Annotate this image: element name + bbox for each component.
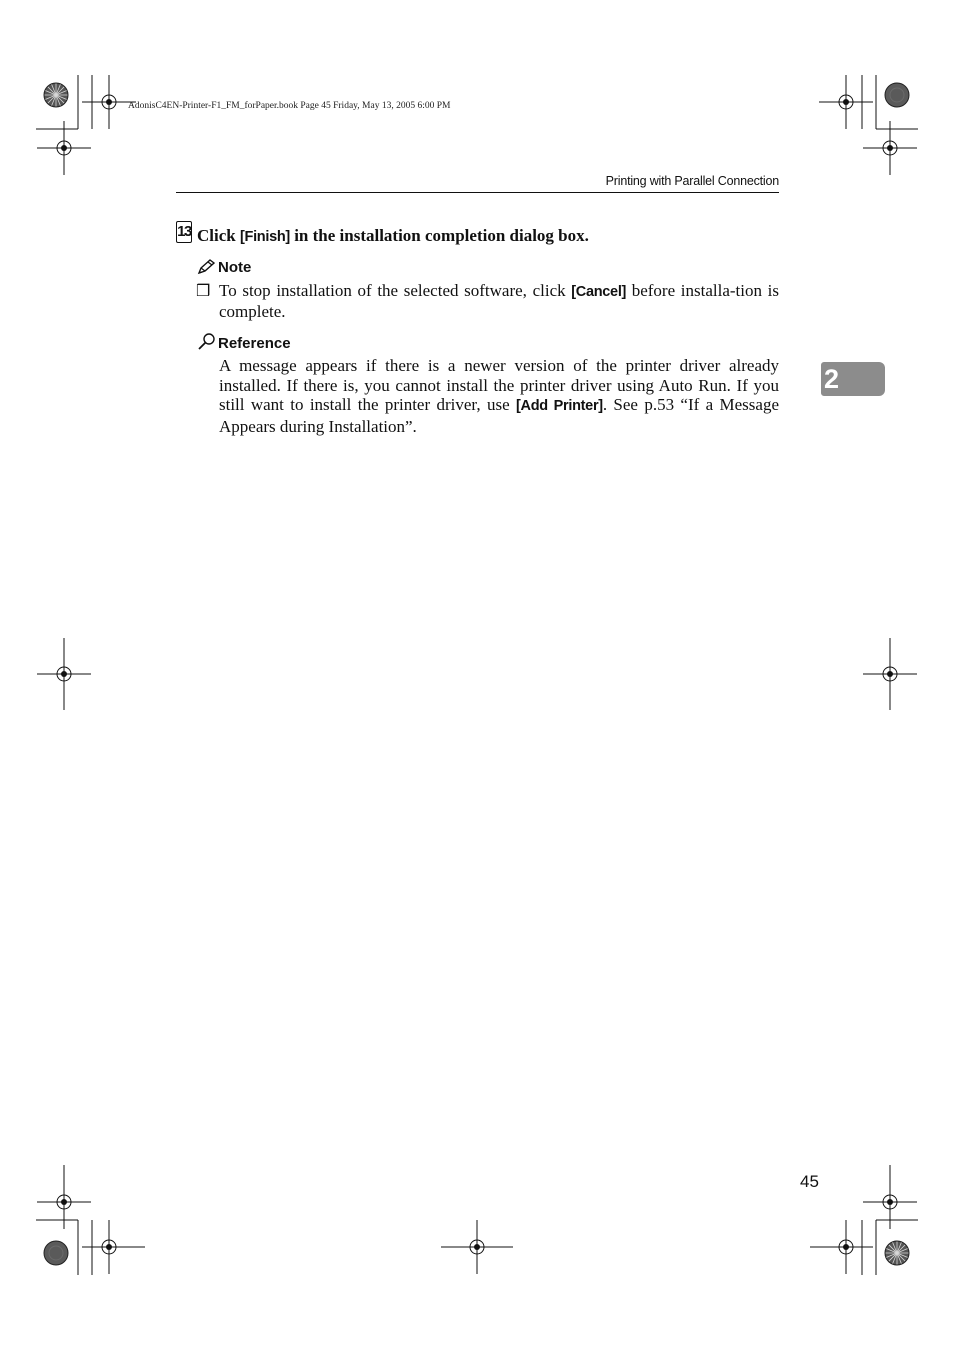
reference-text-after: . See p.53 “If a Message Appears during Installation”. xyxy=(219,395,779,436)
reference-text-before: A message appears if there is a newer version of the printer driver already installed. If there is, you cannot install the printer driver using Auto Run. If you still want to install the printer driver, use xyxy=(219,356,779,414)
color-registration-mark xyxy=(885,1241,909,1265)
note-text-after: before installa-tion is complete. xyxy=(219,281,779,321)
finish-key-label: [Finish] xyxy=(239,229,290,245)
step-number-badge: 13 xyxy=(176,221,192,243)
note-text xyxy=(219,281,779,322)
add-printer-key-label: [Add Printer] xyxy=(516,398,603,414)
note-heading xyxy=(197,259,251,276)
print-file-info: AdonisC4EN-Printer-F1_FM_forPaper.book Page 45 Friday, May 13, 2005 6:00 PM xyxy=(128,101,451,111)
chapter-number: 2 xyxy=(824,364,840,394)
step-instruction xyxy=(197,226,589,246)
note-heading-label: Note xyxy=(218,259,252,276)
magnifier-reference-icon xyxy=(197,333,216,351)
running-header: Printing with Parallel Connection xyxy=(605,174,779,188)
color-registration-mark xyxy=(885,83,909,107)
step-text-before: Click xyxy=(197,226,240,245)
page-number: 45 xyxy=(800,1172,819,1191)
color-registration-mark xyxy=(44,83,68,107)
crosshair-mark xyxy=(819,75,873,129)
reference-text xyxy=(219,356,779,436)
header-rule xyxy=(176,192,779,193)
note-text-before: To stop installation of the selected software, click xyxy=(219,281,572,300)
reference-heading xyxy=(197,333,291,352)
step-text-after: in the installation completion dialog box. xyxy=(289,226,589,245)
pencil-note-icon xyxy=(197,259,216,275)
cancel-key-label: [Cancel] xyxy=(571,284,627,300)
chapter-tab xyxy=(821,362,885,396)
reference-heading-label: Reference xyxy=(218,335,291,352)
color-registration-mark xyxy=(44,1241,68,1265)
note-bullet: ❒ xyxy=(196,283,211,300)
